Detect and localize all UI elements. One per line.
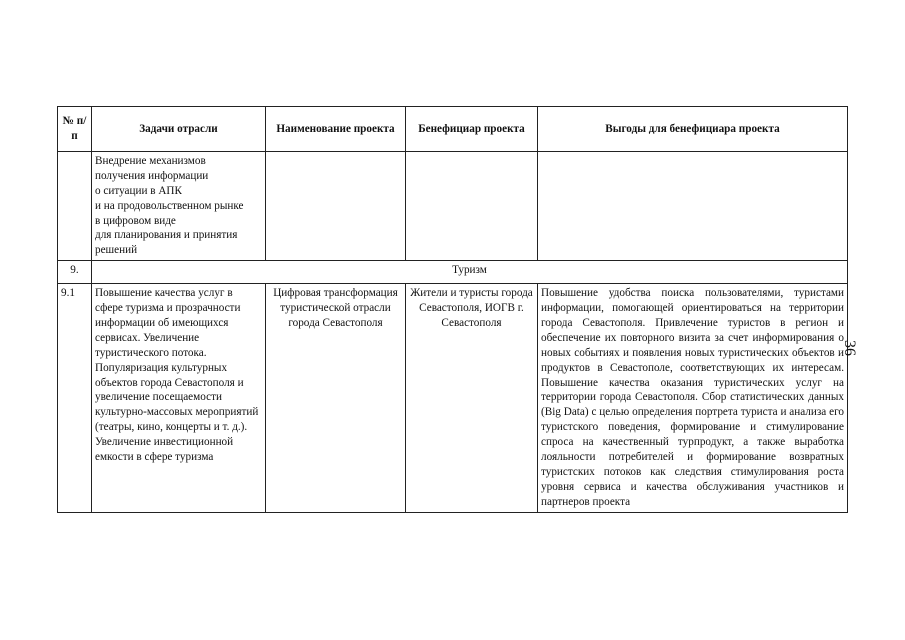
cell-beneficiary [406,152,538,261]
task-line: для планирования и принятия [95,229,238,242]
header-num: № п/п [58,107,92,152]
task-line: и на продовольственном рынке [95,199,244,212]
section-row [58,261,848,284]
cell-project-name [266,152,406,261]
cell-num [58,152,92,261]
section-title: Туризм [92,261,848,284]
projects-table [57,106,848,513]
cell-benefits [538,152,848,261]
task-line: получения информации [95,169,209,182]
section-num: 9. [58,261,92,284]
table-row [58,152,848,261]
task-line: Внедрение механизмов [95,155,206,167]
header-benefits: Выгоды для бенефициара проекта [538,107,848,152]
header-beneficiary: Бенефициар проекта [406,107,538,152]
cell-tasks: Повышение качества услуг в сфере туризма и прозрачности информации об имеющихся сервисах. Увеличение туристического потока. Популяризация культурных объектов города Севастополя и увеличение посещаемости культурно-массовых мероприятий (театры, кино, концерты и т. д.). Увеличение инвестиционной емкости в сфере туризма [92,284,266,512]
task-line: о ситуации в АПК [95,184,182,197]
task-line: в цифровом виде [95,214,176,227]
cell-benefits: Повышение удобства поиска пользователями, туристами информации, помогающей ориентироваться на территории города Севастополя. Привлечение туристов в регион и обеспечение их повторного визита за счет информирования о новых событиях и появления новых туристических объектов и продуктов в Севастополе, соответствующих их интересам. Повышение качества оказания туристических услуг на территории города Севастополя. Сбор статистических данных (Big Data) с целью определения портрета туриста и анализа его туристского поведения, формирование и стимулирование спроса на качественный турпродукт, а также выработка лояльности потребителей и формирование возвратных туристских потоков как следствия стимулирования роста уровня сервиса и качества обслуживания участников и партнеров проекта [538,284,848,512]
table-row [58,284,848,512]
table-header-row [58,107,848,152]
header-tasks: Задачи отрасли [92,107,266,152]
cell-project-name: Цифровая трансформация туристической отрасли города Севастополя [266,284,406,512]
task-line: решений [95,244,138,257]
header-project-name: Наименование проекта [266,107,406,152]
cell-tasks [92,152,266,261]
page-number: 36 [841,340,858,356]
cell-beneficiary: Жители и туристы города Севастополя, ИОГВ г. Севастополя [406,284,538,512]
cell-num: 9.1 [58,284,92,512]
